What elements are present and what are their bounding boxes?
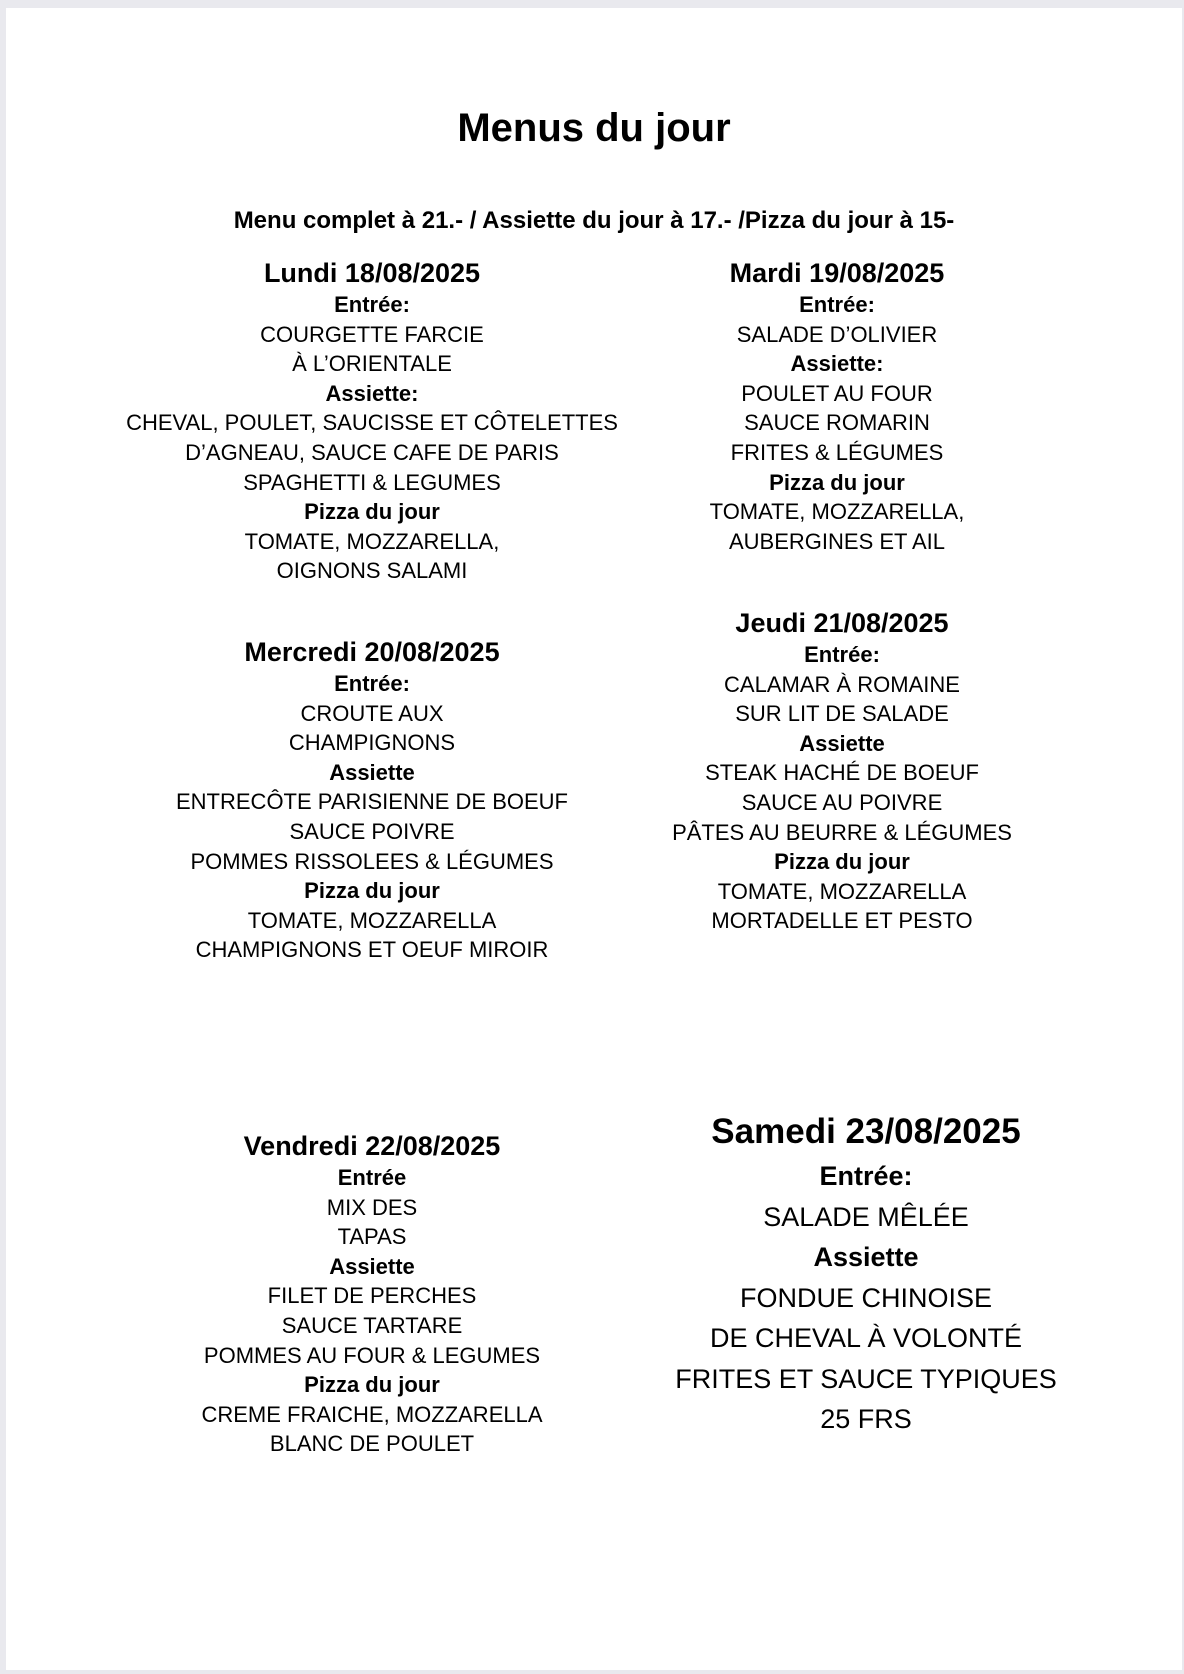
course-label: Entrée [337,1165,407,1190]
dish-line: TOMATE, MOZZARELLA [717,878,967,904]
dish-line: DE CHEVAL À VOLONTÉ [709,1323,1023,1353]
dish-line: POMMES RISSOLEES & LÉGUMES [190,848,554,874]
dish-line: CALAMAR À ROMAINE [724,671,960,697]
dish-line: SAUCE ROMARIN [744,410,930,436]
dish-line: CHAMPIGNONS ET OEUF MIROIR [195,937,549,963]
day-menu-mardi [596,254,1078,556]
day-menu-vendredi [122,1127,622,1459]
dish-line: FRITES ET SAUCE TYPIQUES [675,1363,1057,1394]
dish-line: POULET AU FOUR [741,380,933,406]
menu-lines [122,290,622,586]
dish-line: À L’ORIENTALE [292,351,452,377]
course-label: Assiette: [790,351,884,377]
day-heading: Samedi 23/08/2025 [711,1112,1021,1151]
menu-lines [122,1163,622,1459]
dish-line: POMMES AU FOUR & LEGUMES [203,1342,541,1368]
day-menu-lundi [122,254,622,586]
dish-line: TOMATE, MOZZARELLA, [709,499,965,525]
menu-page [6,8,1182,1670]
day-heading: Jeudi 21/08/2025 [735,608,949,638]
course-label: Entrée: [334,671,410,696]
day-heading: Mercredi 20/08/2025 [244,637,500,667]
course-label: Assiette [813,1242,919,1272]
dish-line: CHEVAL, POULET, SAUCISSE ET CÔTELETTES [126,410,618,436]
course-label: Entrée: [804,642,880,667]
course-label: Assiette: [325,380,419,406]
dish-line: MORTADELLE ET PESTO [711,908,973,934]
dish-line: SUR LIT DE SALADE [735,701,949,727]
course-label: Pizza du jour [774,849,910,875]
menu-lines [626,1156,1106,1440]
dish-line: FONDUE CHINOISE [739,1282,993,1313]
day-menu-mercredi [122,633,622,965]
dish-line: FILET DE PERCHES [267,1283,477,1309]
course-label: Assiette [799,730,885,756]
page-title: Menus du jour [457,106,731,150]
day-menu-jeudi [596,604,1088,936]
dish-line: CREME FRAICHE, MOZZARELLA [201,1401,543,1427]
day-heading: Vendredi 22/08/2025 [243,1131,501,1161]
day-heading: Lundi 18/08/2025 [263,258,481,288]
menu-lines [596,290,1078,556]
course-label: Pizza du jour [304,499,440,525]
day-menu-samedi [626,1108,1106,1440]
dish-line: AUBERGINES ET AIL [728,528,945,554]
menu-lines [596,640,1088,936]
course-label: Pizza du jour [304,1372,440,1398]
dish-line: SPAGHETTI & LEGUMES [243,469,501,495]
dish-line: TOMATE, MOZZARELLA [247,907,497,933]
course-label: Assiette [329,1253,415,1279]
course-label: Entrée: [799,292,875,317]
course-label: Pizza du jour [769,469,905,495]
dish-line: SAUCE AU POIVRE [741,789,943,815]
dish-line: COURGETTE FARCIE [260,321,484,347]
menu-lines [122,669,622,965]
dish-line: TOMATE, MOZZARELLA, [244,528,500,554]
course-label: Entrée: [819,1161,913,1191]
dish-line: CHAMPIGNONS [288,730,456,756]
course-label: Entrée: [334,292,410,317]
course-label: Assiette [329,759,415,785]
dish-line: SALADE D’OLIVIER [736,321,938,347]
dish-line: TAPAS [337,1224,407,1250]
day-heading: Mardi 19/08/2025 [729,258,945,288]
dish-line: SALADE MÊLÉE [763,1201,969,1232]
dish-line: D’AGNEAU, SAUCE CAFE DE PARIS [185,439,559,465]
dish-line: PÂTES AU BEURRE & LÉGUMES [672,819,1012,845]
dish-line: MIX DES [326,1194,418,1220]
dish-line: STEAK HACHÉ DE BOEUF [705,760,979,786]
dish-line: OIGNONS SALAMI [276,558,468,584]
price-info: Menu complet à 21.- / Assiette du jour à 17.- /Pizza du jour à 15- [233,207,955,234]
dish-line: ENTRECÔTE PARISIENNE DE BOEUF [176,789,568,815]
dish-line: 25 FRS [820,1404,912,1434]
dish-line: CROUTE AUX [300,700,444,726]
course-label: Pizza du jour [304,878,440,904]
dish-line: BLANC DE POULET [269,1431,475,1457]
dish-line: FRITES & LÉGUMES [730,439,944,465]
dish-line: SAUCE TARTARE [281,1312,463,1338]
dish-line: SAUCE POIVRE [289,818,455,844]
